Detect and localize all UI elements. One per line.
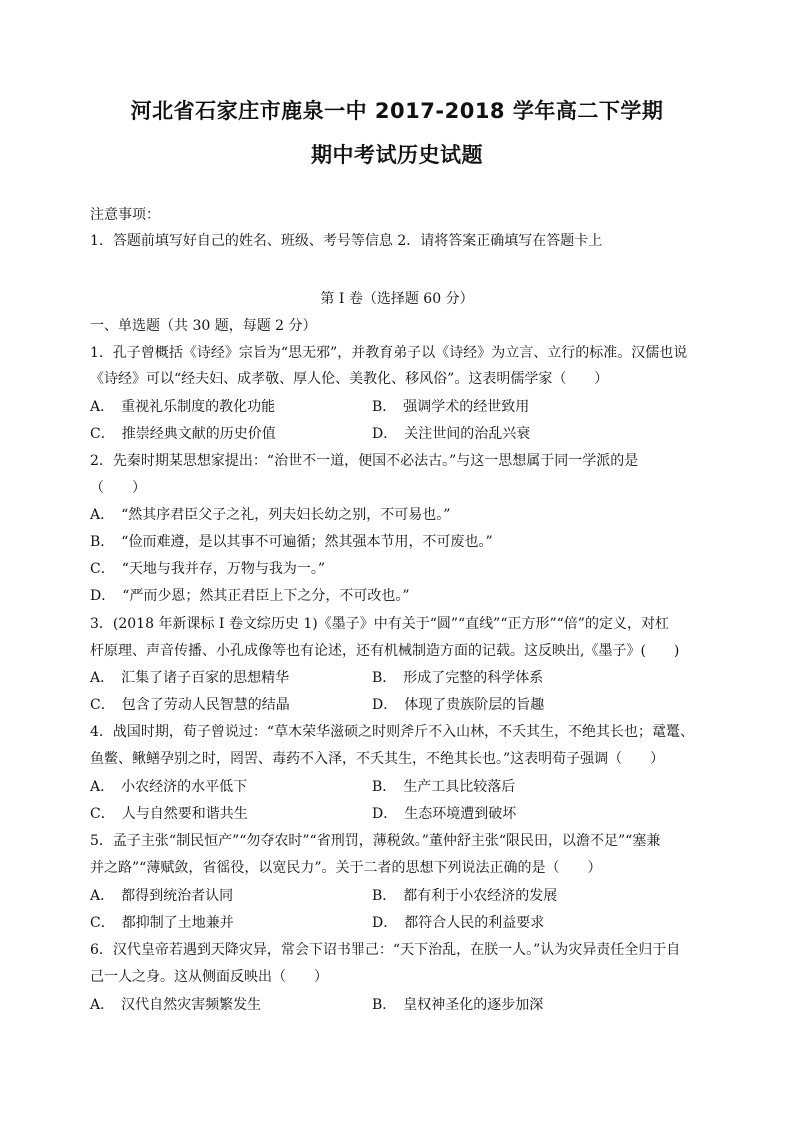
option-b: B． 生产工具比较落后 [372,779,516,795]
option-a: A． 小农经济的水平低下 [90,779,248,795]
option-a: A． 都得到统治者认同 [90,888,234,904]
option-b: B． “俭而难遵，是以其事不可遍循；然其强本节用，不可废也。” [90,534,493,550]
exam-title-line2: 期中考试历史试题 [311,143,483,167]
section-heading: 第 I 卷（选择题 60 分） [320,291,474,307]
exam-title-line1: 河北省石家庄市鹿泉一中 2017-2018 学年高二下学期 [130,99,664,123]
question-text: 5．孟子主张“制民恒产”“勿夺农时”“省刑罚，薄税敛。”董仲舒主张“限民田，以澹不足”“塞兼 [90,833,661,849]
option-c: C． 都抑制了土地兼并 [90,915,234,931]
option-c: C． 推崇经典文献的历史价值 [90,426,276,442]
question-text: 杆原理、声音传播、小孔成像等也有论述，还有机械制造方面的记载。这反映出,《墨子》( ) [90,643,680,659]
option-b: B． 都有利于小农经济的发展 [372,888,558,904]
option-d: D． 都符合人民的利益要求 [372,915,545,931]
question-text: 鱼鳖、鳅鳝孕别之时，罔罟、毒药不入泽，不夭其生，不绝其长也。”这表明荀子强调（ ） [90,751,665,767]
section-part: 一、单选题（共 30 题，每题 2 分） [90,318,317,334]
question-text: 4．战国时期，荀子曾说过：“草木荣华滋硕之时则斧斤不入山林，不夭其生，不绝其长也；鼋鼍、 [90,724,695,740]
question-text: 6．汉代皇帝若遇到天降灾异，常会下诏书罪己：“天下治乱，在朕一人。”认为灾异责任全归于自 [90,942,681,958]
option-a: A． 汉代自然灾害频繁发生 [90,997,262,1013]
option-b: B． 皇权神圣化的逐步加深 [372,997,544,1013]
notice-heading: 注意事项： [90,207,160,223]
notice-text: 1．答题前填写好自己的姓名、班级、考号等信息 2．请将答案正确填写在答题卡上 [90,233,603,249]
question-text: 3．(2018 年新课标 I 卷文综历史 1)《墨子》中有关于“圆”“直线”“正方形”“倍”的定义，对杠 [90,616,669,632]
option-d: D． 体现了贵族阶层的旨趣 [372,697,545,713]
question-text: （ ） [90,480,146,496]
option-b: B． 形成了完整的科学体系 [372,670,544,686]
option-a: A． “然其序君臣父子之礼，列夫妇长幼之别，不可易也。” [90,507,451,523]
option-d: D． 关注世间的治乱兴衰 [372,426,531,442]
question-text: 己一人之身。这从侧面反映出（ ） [90,969,328,985]
option-d: D． “严而少恩；然其正君臣上下之分，不可改也。” [90,588,410,604]
option-c: C． “天地与我并存，万物与我为一。” [90,561,326,577]
option-c: C． 包含了劳动人民智慧的结晶 [90,697,290,713]
option-c: C． 人与自然要和谐共生 [90,806,248,822]
option-a: A． 汇集了诸子百家的思想精华 [90,670,290,686]
question-text: 《诗经》可以“经夫妇、成孝敬、厚人伦、美教化、移风俗”。这表明儒学家（ ） [90,371,609,387]
option-b: B． 强调学术的经世致用 [372,399,530,415]
option-d: D． 生态环境遭到破坏 [372,806,517,822]
question-text: 1．孔子曾概括《诗经》宗旨为“思无邪”，并教育弟子以《诗经》为立言、立行的标准。汉儒也说 [90,345,688,361]
question-text: 并之路”“薄赋敛，省徭役，以宽民力”。关于二者的思想下列说法正确的是（ ） [90,860,602,876]
option-a: A． 重视礼乐制度的教化功能 [90,399,276,415]
question-text: 2．先秦时期某思想家提出：“治世不一道，便国不必法古。”与这一思想属于同一学派的是 [90,453,639,469]
